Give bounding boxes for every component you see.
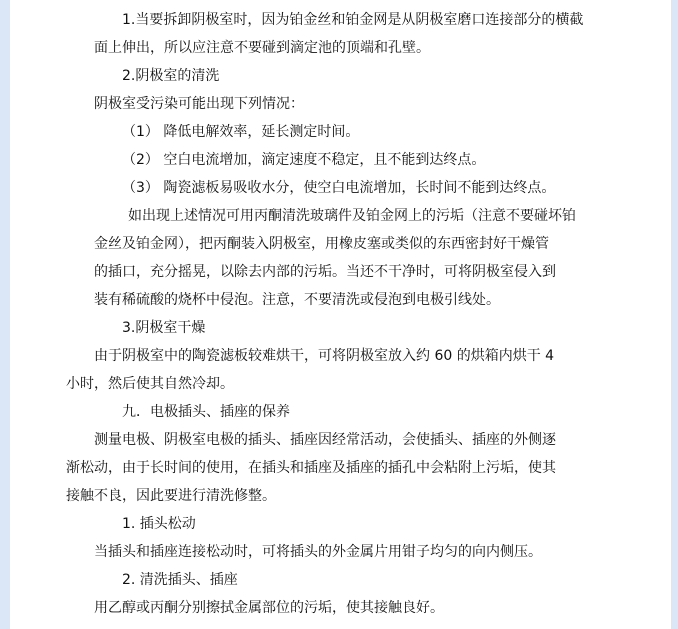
- paragraph-line: 阴极室受污染可能出现下列情况：: [94, 96, 304, 112]
- section-heading: 2. 清洗插头、插座: [122, 572, 238, 588]
- section-heading: 3.阴极室干燥: [122, 320, 206, 336]
- section-heading: 九．电极插头、插座的保养: [122, 404, 290, 420]
- paragraph-line: 金丝及铂金网），把丙酮装入阴极室，用橡皮塞或类似的东西密封好干燥管: [94, 236, 549, 252]
- list-item: （2） 空白电流增加，滴定速度不稳定，且不能到达终点。: [122, 152, 486, 168]
- list-item: （1） 降低电解效率，延长测定时间。: [122, 124, 360, 140]
- paragraph-line: 的插口，充分摇晃，以除去内部的污垢。当还不干净时，可将阴极室侵入到: [94, 264, 556, 280]
- right-margin-band: [671, 0, 678, 629]
- paragraph-line: 当插头和插座连接松动时，可将插头的外金属片用钳子均匀的向内侧压。: [94, 544, 542, 560]
- paragraph-line: 如出现上述情况可用丙酮清洗玻璃件及铂金网上的污垢（注意不要碰坏铂: [128, 208, 576, 224]
- paragraph-line: 测量电极、阴极室电极的插头、插座因经常活动，会使插头、插座的外侧逐: [94, 432, 556, 448]
- paragraph-line: 由于阴极室中的陶瓷滤板较难烘干，可将阴极室放入约 60 的烘箱内烘干 4: [94, 348, 555, 364]
- paragraph-line: 用乙醇或丙酮分别擦拭金属部位的污垢，使其接触良好。: [94, 600, 444, 616]
- paragraph-line: 小时，然后使其自然冷却。: [66, 376, 234, 392]
- section-heading: 2.阴极室的清洗: [122, 68, 220, 84]
- document-body: [66, 6, 634, 622]
- list-item: （3） 陶瓷滤板易吸收水分，使空白电流增加，长时间不能到达终点。: [122, 180, 556, 196]
- paragraph-line: 面上伸出，所以应注意不要碰到滴定池的顶端和孔壁。: [94, 40, 430, 56]
- left-margin-band: [0, 0, 10, 629]
- paragraph-line: 渐松动，由于长时间的使用，在插头和插座及插座的插孔中会粘附上污垢，使其: [66, 460, 556, 476]
- paragraph-line: 装有稀硫酸的烧杯中侵泡。注意，不要清洗或侵泡到电极引线处。: [94, 292, 500, 308]
- paragraph-line: 1.当要拆卸阴极室时，因为铂金丝和铂金网是从阴极室磨口连接部分的横截: [122, 12, 584, 28]
- paragraph-line: 接触不良，因此要进行清洗修整。: [66, 488, 276, 504]
- section-heading: 1. 插头松动: [122, 516, 196, 532]
